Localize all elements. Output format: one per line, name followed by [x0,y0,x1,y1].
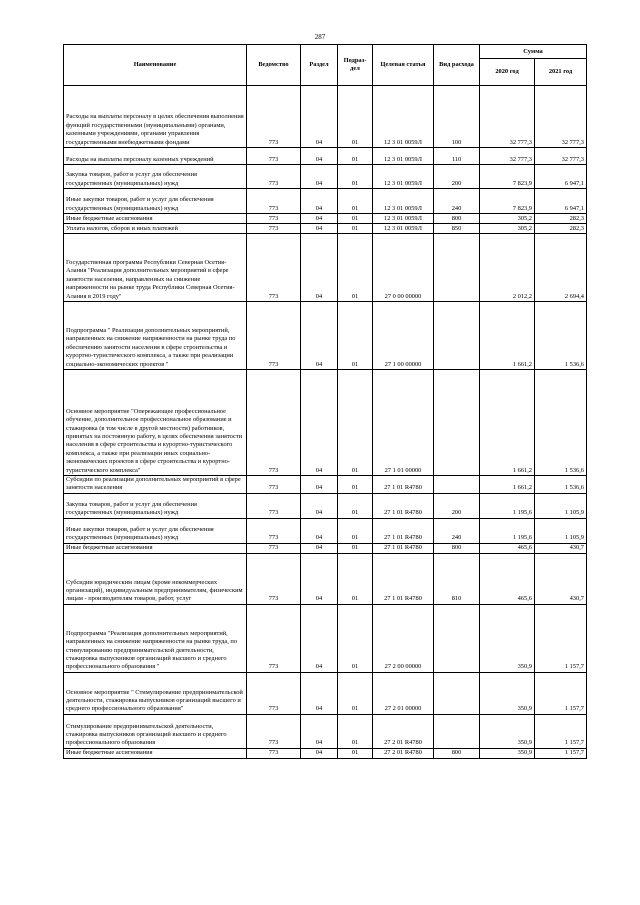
row-celevaya-statya: 27 1 01 R4780 [373,493,434,518]
row-vedomstvo: 773 [247,748,301,758]
row-razdel: 04 [301,476,338,494]
header-name: Наименование [64,45,247,86]
row-name: Расходы на выплаты персоналу в целях обеспечения выполнения функций государственными (муниципальными) органами, казенными учреждениями, органами управления государственными внебюджетными фондами [64,86,247,148]
row-vid-rashoda [434,234,480,302]
row-sum-2021: 1 157,7 [535,604,587,672]
page-number: 287 [314,33,326,41]
row-vedomstvo: 773 [247,148,301,165]
row-sum-2021: 430,7 [535,543,587,553]
row-razdel: 04 [301,165,338,189]
row-sum-2020: 32 777,3 [480,148,535,165]
table-row [64,370,587,476]
row-name: Иные закупки товаров, работ и услуг для обеспечения государственных (муниципальных) нужд [64,518,247,543]
row-vid-rashoda [434,714,480,748]
table-row [64,553,587,604]
row-vid-rashoda: 800 [434,748,480,758]
row-podrazdel: 01 [338,86,373,148]
row-vedomstvo: 773 [247,553,301,604]
row-razdel: 04 [301,224,338,234]
row-vid-rashoda [434,604,480,672]
table-row [64,234,587,302]
table-row [64,714,587,748]
row-razdel: 04 [301,234,338,302]
row-celevaya-statya: 27 1 01 R4780 [373,553,434,604]
row-vedomstvo: 773 [247,234,301,302]
row-podrazdel: 01 [338,302,373,370]
row-vid-rashoda: 110 [434,148,480,165]
row-celevaya-statya: 12 3 01 0059Л [373,165,434,189]
row-vid-rashoda: 800 [434,214,480,224]
row-vedomstvo: 773 [247,370,301,476]
row-name: Основное мероприятие " Стимулирование предпринимательской деятельности, стажировка выпускников организаций высшего и среднего профессионального образования" [64,672,247,714]
row-razdel: 04 [301,189,338,214]
row-celevaya-statya: 12 3 01 0059Л [373,214,434,224]
row-sum-2020: 465,6 [480,543,535,553]
row-sum-2020: 7 823,9 [480,189,535,214]
row-vedomstvo: 773 [247,214,301,224]
row-name: Закупка товаров, работ и услуг для обеспечения государственных (муниципальных) нужд [64,493,247,518]
row-sum-2021: 2 694,4 [535,234,587,302]
row-sum-2021: 1 157,7 [535,672,587,714]
row-celevaya-statya: 12 3 01 0059Л [373,224,434,234]
row-razdel: 04 [301,543,338,553]
row-name: Иные закупки товаров, работ и услуг для обеспечения государственных (муниципальных) нужд [64,189,247,214]
row-sum-2021: 1 105,9 [535,518,587,543]
row-name: Иные бюджетные ассигнования [64,748,247,758]
row-razdel: 04 [301,302,338,370]
row-vid-rashoda: 240 [434,189,480,214]
row-sum-2020: 1 661,2 [480,476,535,494]
header-razdel: Раздел [301,45,338,86]
table-row [64,748,587,758]
row-razdel: 04 [301,214,338,224]
header-vid-rashoda: Вид расхода [434,45,480,86]
row-celevaya-statya: 27 2 01 R4780 [373,714,434,748]
table-row [64,543,587,553]
row-vedomstvo: 773 [247,165,301,189]
row-sum-2021: 32 777,3 [535,148,587,165]
row-podrazdel: 01 [338,234,373,302]
row-vedomstvo: 773 [247,714,301,748]
row-sum-2020: 2 012,2 [480,234,535,302]
row-celevaya-statya: 27 0 00 00000 [373,234,434,302]
row-podrazdel: 01 [338,370,373,476]
table-body [64,86,587,759]
row-sum-2020: 1 661,2 [480,370,535,476]
header-2021: 2021 год [535,59,587,86]
row-sum-2021: 430,7 [535,553,587,604]
row-podrazdel: 01 [338,543,373,553]
budget-table [63,44,587,759]
row-vid-rashoda: 200 [434,493,480,518]
row-vedomstvo: 773 [247,518,301,543]
row-sum-2021: 1 536,6 [535,370,587,476]
row-celevaya-statya: 27 2 01 R4780 [373,748,434,758]
row-razdel: 04 [301,672,338,714]
table-row [64,518,587,543]
row-vedomstvo: 773 [247,672,301,714]
row-razdel: 04 [301,148,338,165]
table-row [64,224,587,234]
header-vedomstvo: Ведомство [247,45,301,86]
row-name: Субсидии по реализации дополнительных мероприятий в сфере занятости населения [64,476,247,494]
row-vid-rashoda [434,476,480,494]
row-celevaya-statya: 12 3 01 0059Л [373,148,434,165]
row-name: Подпрограмма " Реализация дополнительных мероприятий, направленных на снижение напряженности на рынке труда по обеспечению занятости населения в сфере строительства и курортно-туристического комплекса, а также при реализации социально-экономических проектов " [64,302,247,370]
row-vid-rashoda [434,370,480,476]
row-sum-2021: 1 105,9 [535,493,587,518]
row-podrazdel: 01 [338,518,373,543]
row-sum-2020: 305,2 [480,224,535,234]
table-row [64,493,587,518]
row-name: Стимулирование предпринимательской деятельности, стажировка выпускников организаций высшего и среднего профессионального образования [64,714,247,748]
row-name: Уплата налогов, сборов и иных платежей [64,224,247,234]
row-podrazdel: 01 [338,224,373,234]
table-row [64,214,587,224]
row-vedomstvo: 773 [247,86,301,148]
row-sum-2020: 350,9 [480,714,535,748]
row-sum-2021: 1 157,7 [535,714,587,748]
row-razdel: 04 [301,604,338,672]
row-celevaya-statya: 27 2 01 00000 [373,672,434,714]
row-podrazdel: 01 [338,476,373,494]
row-vid-rashoda [434,672,480,714]
row-sum-2020: 465,6 [480,553,535,604]
header-podrazdel: Подраз-дел [338,45,373,86]
row-name: Основное мероприятие "Опережающее профессиональное обучение, дополнительное профессиональное образование и стажировка (в том числе в другой местности) работников, принятых на постоянную работу, в целях обеспечения занятости населения в сфере строительства и курортно-туристического комплекса, а также при реализации иных социально-экономических проектов в сфере строительства и курортно-туристического комплекса" [64,370,247,476]
table-row [64,148,587,165]
row-podrazdel: 01 [338,493,373,518]
row-vid-rashoda: 100 [434,86,480,148]
row-vid-rashoda: 200 [434,165,480,189]
row-razdel: 04 [301,86,338,148]
row-sum-2021: 32 777,3 [535,86,587,148]
row-podrazdel: 01 [338,604,373,672]
row-vedomstvo: 773 [247,604,301,672]
row-celevaya-statya: 12 3 01 0059Л [373,189,434,214]
row-vid-rashoda: 850 [434,224,480,234]
row-name: Подпрограмма "Реализация дополнительных мероприятий, направленных на снижение напряженности на рынке труда, по стимулированию предпринимательской деятельности, стажировка выпускников организаций высшего и среднего профессионального образования " [64,604,247,672]
row-celevaya-statya: 12 3 01 0059Л [373,86,434,148]
row-vedomstvo: 773 [247,493,301,518]
row-sum-2021: 6 947,1 [535,189,587,214]
row-celevaya-statya: 27 1 01 00000 [373,370,434,476]
row-sum-2021: 1 536,6 [535,302,587,370]
row-podrazdel: 01 [338,165,373,189]
table-row [64,86,587,148]
row-sum-2020: 305,2 [480,214,535,224]
row-razdel: 04 [301,370,338,476]
table-row [64,604,587,672]
row-razdel: 04 [301,714,338,748]
row-vedomstvo: 773 [247,189,301,214]
row-podrazdel: 01 [338,553,373,604]
header-2020: 2020 год [480,59,535,86]
row-name: Расходы на выплаты персоналу казенных учреждений [64,148,247,165]
table-row [64,189,587,214]
header-summa: Сумма [480,45,587,59]
row-vid-rashoda: 810 [434,553,480,604]
row-podrazdel: 01 [338,148,373,165]
row-podrazdel: 01 [338,714,373,748]
row-sum-2021: 1 157,7 [535,748,587,758]
row-sum-2020: 350,9 [480,748,535,758]
row-razdel: 04 [301,553,338,604]
row-name: Государственная программа Республики Северная Осетия-Алания "Реализация дополнительных мероприятий в сфере занятости населения, направленных на снижение напряженности на рынке труда Республики Северная Осетия-Алания в 2019 году" [64,234,247,302]
row-sum-2021: 6 947,1 [535,165,587,189]
row-sum-2020: 350,9 [480,672,535,714]
row-sum-2021: 282,3 [535,224,587,234]
row-vid-rashoda [434,302,480,370]
row-podrazdel: 01 [338,189,373,214]
row-razdel: 04 [301,518,338,543]
row-sum-2020: 32 777,3 [480,86,535,148]
row-celevaya-statya: 27 1 00 00000 [373,302,434,370]
table-row [64,165,587,189]
row-vid-rashoda: 800 [434,543,480,553]
table-row [64,476,587,494]
row-vedomstvo: 773 [247,476,301,494]
header-celevaya-statya: Целевая статья [373,45,434,86]
row-podrazdel: 01 [338,672,373,714]
row-vedomstvo: 773 [247,543,301,553]
row-celevaya-statya: 27 2 00 00000 [373,604,434,672]
row-vedomstvo: 773 [247,224,301,234]
row-podrazdel: 01 [338,214,373,224]
row-sum-2020: 350,9 [480,604,535,672]
row-sum-2020: 1 661,2 [480,302,535,370]
row-razdel: 04 [301,493,338,518]
row-vedomstvo: 773 [247,302,301,370]
row-sum-2020: 1 195,6 [480,493,535,518]
row-name: Закупка товаров, работ и услуг для обеспечения государственных (муниципальных) нужд [64,165,247,189]
table-row [64,302,587,370]
row-name: Субсидии юридическим лицам (кроме некоммерческих организаций), индивидуальным предпринимателям, физическим лицам - производителям товаров, работ, услуг [64,553,247,604]
row-vid-rashoda: 240 [434,518,480,543]
row-razdel: 04 [301,748,338,758]
row-name: Иные бюджетные ассигнования [64,214,247,224]
row-name: Иные бюджетные ассигнования [64,543,247,553]
row-sum-2021: 282,3 [535,214,587,224]
row-celevaya-statya: 27 1 01 R4780 [373,518,434,543]
row-celevaya-statya: 27 1 01 R4780 [373,476,434,494]
row-sum-2020: 1 195,6 [480,518,535,543]
row-celevaya-statya: 27 1 01 R4780 [373,543,434,553]
row-podrazdel: 01 [338,748,373,758]
row-sum-2021: 1 536,6 [535,476,587,494]
row-sum-2020: 7 823,9 [480,165,535,189]
table-row [64,672,587,714]
